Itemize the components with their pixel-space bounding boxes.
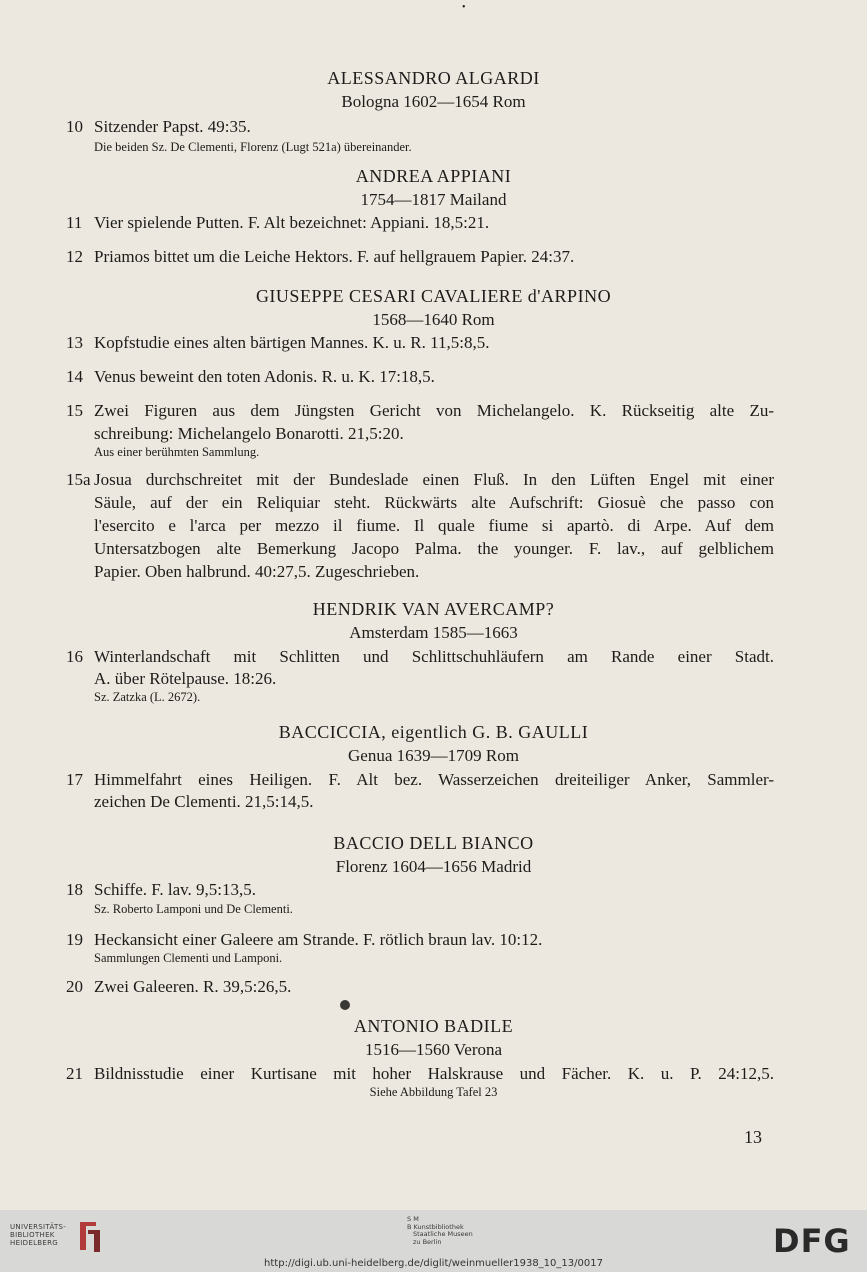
artist-dates-arpino: 1568—1640 Rom [372,310,495,329]
entry-number: 15 [66,401,83,420]
entry-number: 15a [66,470,91,489]
entry-number: 18 [66,880,83,899]
artist-dates-bianco: Florenz 1604—1656 Madrid [335,857,532,876]
entry-text-line: Untersatzbogen alte Bemerkung Jacopo Palma. the younger. F. lav., auf gelblichem [94,539,774,558]
entry-text-line: Josua durchschreitet mit der Bundeslade einen Fluß. In den Lüften Engel mit einer [94,470,774,489]
ornament-icon [340,1000,350,1010]
dfg-logo: DFG [773,1222,851,1260]
entry-number: 13 [66,333,83,352]
source-url-link[interactable]: http://digi.ub.uni-heidelberg.de/diglit/weinmueller1938_10_13/0017 [264,1258,603,1269]
artist-dates-appiani: 1754—1817 Mailand [360,190,507,209]
library-line: Staatliche Museen [413,1230,473,1238]
entry-number: 16 [66,647,83,666]
university-line: HEIDELBERG [10,1239,58,1247]
entry-note: Sammlungen Clementi und Lamponi. [94,951,283,965]
artist-heading-baciccia: BACCICCIA, eigentlich G. B. GAULLI [278,722,589,742]
library-line: B Kunstbibliothek [407,1222,464,1231]
library-line: S M [407,1215,419,1223]
entry-text-line: l'esercito e l'arca per mezzo il fiume. Il quale fiume si apartò. di Arpe. Auf dem [94,516,774,535]
entry-text: Bildnisstudie einer Kurtisane mit hoher Halskrause und Fächer. K. u. P. 24:12,5. [94,1064,774,1083]
entry-number: 10 [66,117,83,136]
entry-text-line: Säule, auf der ein Reliquiar steht. Rückwärts alte Aufschrift: Giosuè che passo con [94,493,774,512]
artist-dates-avercamp: Amsterdam 1585—1663 [349,623,518,642]
entry-number: 12 [66,247,83,266]
artist-heading-arpino: GIUSEPPE CESARI CAVALIERE d'ARPINO [255,286,612,306]
entry-text-line: Papier. Oben halbrund. 40:27,5. Zugeschrieben. [94,562,420,581]
entry-note: Die beiden Sz. De Clementi, Florenz (Lugt 521a) übereinander. [94,140,412,154]
university-line: UNIVERSITÄTS- [10,1223,67,1231]
entry-text-line: zeichen De Clementi. 21,5:14,5. [94,792,314,811]
entry-number: 20 [66,977,83,996]
entry-text-line: Zwei Figuren aus dem Jüngsten Gericht von Michelangelo. K. Rückseitig alte Zu- [94,401,774,420]
entry-number: 11 [66,213,83,232]
artist-heading-algardi: ALESSANDRO ALGARDI [327,68,540,88]
entry-text: Venus beweint den toten Adonis. R. u. K. 17:18,5. [94,367,435,386]
library-line: zu Berlin [413,1237,442,1246]
entry-note: Siehe Abbildung Tafel 23 [369,1085,498,1099]
entry-text: Sitzender Papst. 49:35. [94,117,251,136]
artist-heading-appiani: ANDREA APPIANI [355,166,512,186]
artist-dates-badile: 1516—1560 Verona [364,1040,503,1059]
artist-heading-bianco: BACCIO DELL BIANCO [333,833,534,853]
entry-text-line: Winterlandschaft mit Schlitten und Schlittschuhläufern am Rande einer Stadt. [94,647,774,666]
university-logo-icon [78,1220,102,1254]
library-logo-text [407,1216,473,1246]
artist-dates-baciccia: Genua 1639—1709 Rom [348,746,519,765]
entry-note: Aus einer berühmten Sammlung. [94,445,260,459]
entry-text: Priamos bittet um die Leiche Hektors. F. auf hellgrauem Papier. 24:37. [94,247,575,266]
digitization-footer [0,1210,867,1272]
entry-number: 14 [66,367,83,386]
university-library-logo-text [10,1223,66,1247]
entry-note: Sz. Zatzka (L. 2672). [94,690,201,704]
entry-text: Kopfstudie eines alten bärtigen Mannes. K. u. R. 11,5:8,5. [94,333,490,352]
university-line: BIBLIOTHEK [10,1231,55,1239]
artist-heading-badile: ANTONIO BADILE [353,1016,514,1036]
artist-heading-avercamp: HENDRIK VAN AVERCAMP? [312,599,555,619]
entry-note: Sz. Roberto Lamponi und De Clementi. [94,902,293,916]
entry-text: Vier spielende Putten. F. Alt bezeichnet: Appiani. 18,5:21. [94,213,490,232]
entry-text-line: A. über Rötelpause. 18:26. [94,669,277,688]
entry-text-line: Himmelfahrt eines Heiligen. F. Alt bez. Wasserzeichen dreiteiliger Anker, Sammler- [94,770,774,789]
entry-number: 17 [66,770,83,789]
page-mark: • [462,2,466,13]
artist-dates-algardi: Bologna 1602—1654 Rom [341,92,526,111]
page-number: 13 [744,1127,762,1147]
entry-number: 19 [66,930,83,949]
entry-text: Schiffe. F. lav. 9,5:13,5. [94,880,257,899]
entry-text: Heckansicht einer Galeere am Strande. F. rötlich braun lav. 10:12. [94,930,543,949]
entry-text-line: schreibung: Michelangelo Bonarotti. 21,5:20. [94,424,404,443]
entry-number: 21 [66,1064,83,1083]
entry-text: Zwei Galeeren. R. 39,5:26,5. [94,977,292,996]
